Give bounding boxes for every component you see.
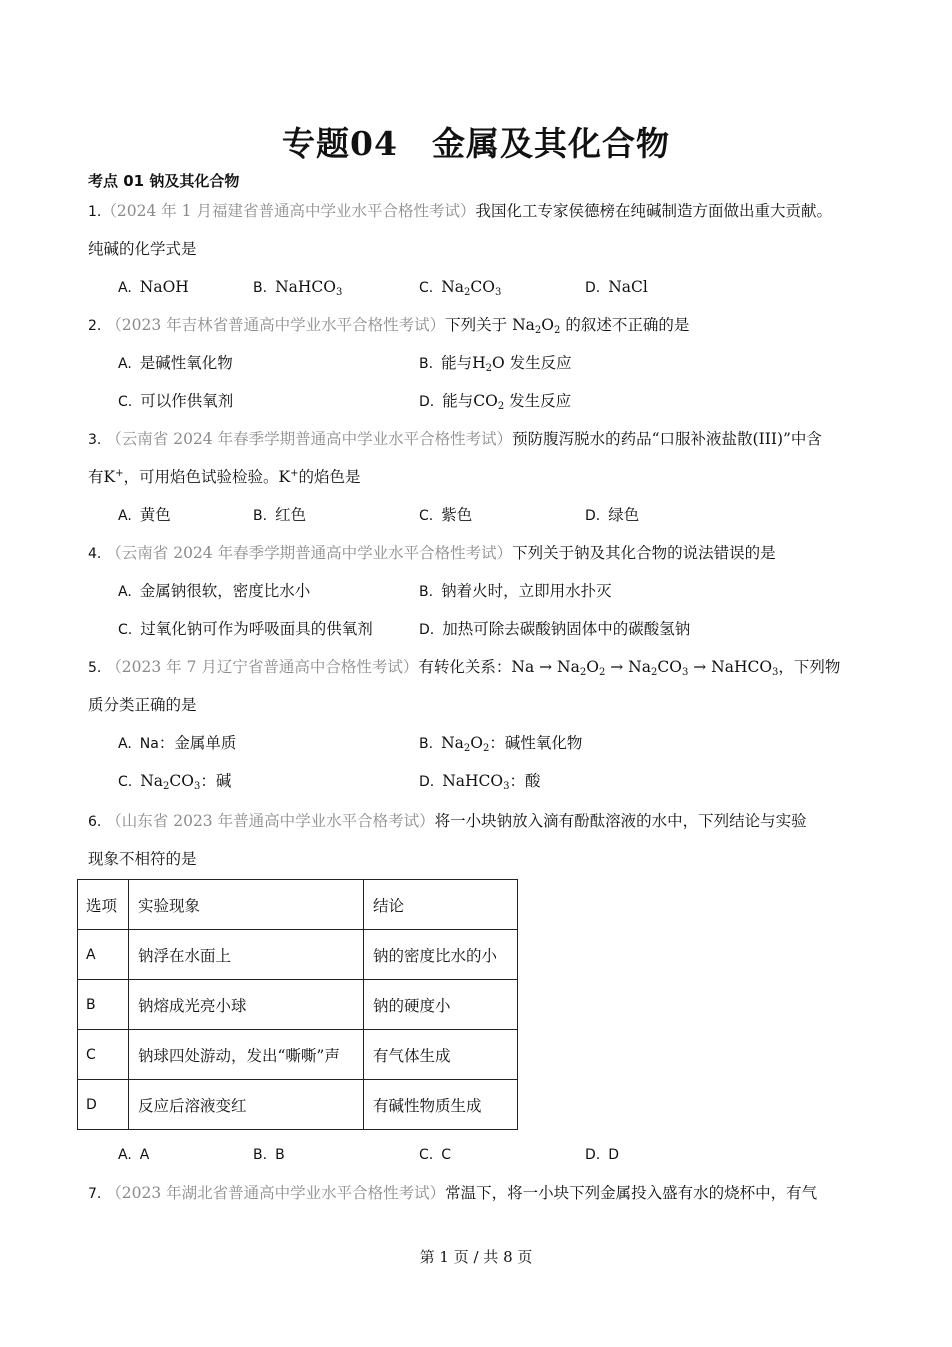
title-topic-name: 金属及其化合物 [431,124,670,163]
question-stem: 我国化工专家侯德榜在纯碱制造方面做出重大贡献。 [475,202,832,220]
option-c: C. $Na_2CO_3$：碱 [118,772,232,792]
question-source: （山东省 2023 年普通高中学业水平合格考试） [106,812,435,830]
question-stem-continued: 质分类正确的是 [88,696,197,714]
question-source: （2024 年 1 月福建省普通高中学业水平合格性考试） [101,202,476,220]
question-5: 5. （2023 年 7 月辽宁省普通高中合格性考试）有转化关系：$Na \to Na_2O_2 \to Na_2CO_3$ → NaHCO$_3$，下列物 [88,658,841,678]
option-d: D. 加热可除去碳酸钠固体中的碳酸氢钠 [419,620,691,638]
table-cell: 钠球四处游动，发出“嘶嘶”声 [129,1030,364,1080]
title-topic-number: 专题04 [282,124,398,163]
question-stem-continued: 纯碱的化学式是 [88,240,197,258]
option-b: B. B [253,1147,285,1163]
option-a: A. NaOH [118,278,189,296]
table-header-row [78,880,518,930]
option-d: D. 绿色 [585,506,640,524]
option-a: A. 是碱性氧化物 [118,354,233,372]
question-2: 2. （2023 年吉林省普通高中学业水平合格性考试）下列关于 $Na_2O_2$ 的叙述不正确的是 [88,316,690,336]
question-1 [88,200,832,223]
table-row [78,1080,518,1130]
table-header-cell: 结论 [364,880,518,930]
option-d: D. NaCl [585,278,648,296]
experiment-table [77,879,518,1130]
question-number: 1. [88,204,102,220]
option-d: D. 能与$CO_2$ 发生反应 [419,392,572,412]
question-6: 6. （山东省 2023 年普通高中学业水平合格考试）将一小块钠放入滴有酚酞溶液的水中，下列结论与实验 [88,812,807,830]
table-cell: 钠的硬度小 [364,980,518,1030]
table-cell: A [78,930,129,980]
option-b: B. NaHCO$_3$ [253,278,343,298]
option-c: C. 紫色 [419,506,473,524]
question-source: （2023 年吉林省普通高中学业水平合格性考试） [106,316,446,334]
table-row [78,930,518,980]
option-c: C. 可以作供氧剂 [118,392,234,410]
question-stem-continued: 现象不相符的是 [88,850,197,868]
question-4: 4. （云南省 2024 年春季学期普通高中学业水平合格性考试）下列关于钠及其化合物的说法错误的是 [88,544,776,562]
option-a: A. A [118,1147,150,1163]
table-cell: D [78,1080,129,1130]
option-d: D. D [585,1147,620,1163]
question-stem-continued: 有K+，可用焰色试验检验。K+的焰色是 [88,468,361,486]
option-d: D. NaHCO$_3$：酸 [419,772,541,792]
option-b: B. 钠着火时，立即用水扑灭 [419,582,612,600]
option-c: C. C [419,1147,452,1163]
question-3: 3. （云南省 2024 年春季学期普通高中学业水平合格性考试）预防腹泻脱水的药品“口服补液盐散(III)”中含 [88,430,822,448]
question-7: 7. （2023 年湖北省普通高中学业水平合格性考试）常温下，将一小块下列金属投入盛有水的烧杯中，有气 [88,1184,818,1202]
table-cell: 钠熔成光亮小球 [129,980,364,1030]
table-header-cell: 实验现象 [129,880,364,930]
question-source: （2023 年湖北省普通高中学业水平合格性考试） [106,1184,446,1202]
table-cell: C [78,1030,129,1080]
option-b: B. $Na_2O_2$：碱性氧化物 [419,734,583,754]
question-source: （云南省 2024 年春季学期普通高中学业水平合格性考试） [106,430,513,448]
table-cell: 钠的密度比水的小 [364,930,518,980]
option-a: A. 金属钠很软，密度比水小 [118,582,311,600]
option-b: B. 红色 [253,506,307,524]
page-footer: 第 1 页 / 共 8 页 [419,1248,533,1266]
section-heading: 考点 01 钠及其化合物 [88,172,240,190]
question-source: （2023 年 7 月辽宁省普通高中合格性考试） [106,658,419,676]
table-cell: 有气体生成 [364,1030,518,1080]
table-row [78,1030,518,1080]
question-source: （云南省 2024 年春季学期普通高中学业水平合格性考试） [106,544,513,562]
table-cell: 有碱性物质生成 [364,1080,518,1130]
option-b: B. 能与$H_2O$ 发生反应 [419,354,572,374]
page-title [0,118,952,165]
table-cell: 钠浮在水面上 [129,930,364,980]
option-c: C. 过氧化钠可作为呼吸面具的供氧剂 [118,620,373,638]
table-row [78,980,518,1030]
table-cell: 反应后溶液变红 [129,1080,364,1130]
table-cell: B [78,980,129,1030]
option-a: A. 黄色 [118,506,171,524]
option-c: C. $Na_2CO_3$ [419,278,502,298]
table-header-cell: 选项 [78,880,129,930]
option-a: A. Na：金属单质 [118,734,237,752]
